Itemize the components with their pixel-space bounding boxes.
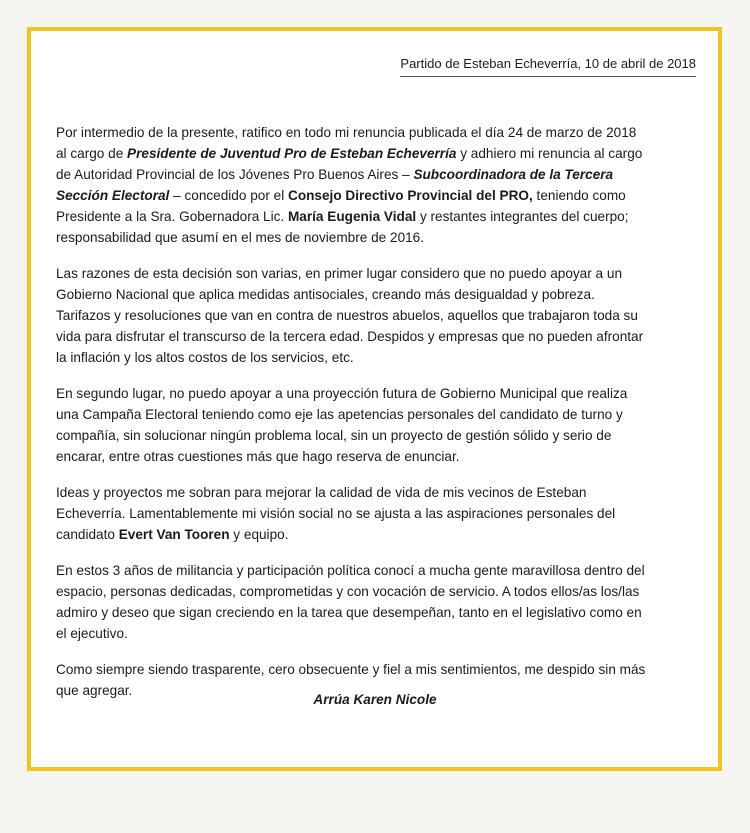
p1-text-e: – concedido por el <box>169 188 288 203</box>
p1-text-g: teniendo como Presidente a la Sra. Gobernadora Lic. <box>56 188 626 224</box>
p4-candidate-name: Evert Van Tooren <box>118 527 230 542</box>
paragraph-6: Como siempre siendo trasparente, cero obsecuente y fiel a mis sentimientos, me despido sin más que agregar. <box>56 662 646 698</box>
p4-text-a: Ideas y proyectos me sobran para mejorar la calidad de vida de mis vecinos de Esteban Echeverría. Lamentablemente mi visión social no se ajusta a las aspiraciones personales del candidato <box>56 485 616 542</box>
p1-position-title: Presidente de Juventud Pro de Esteban Echeverría <box>127 146 457 161</box>
dateline: Partido de Esteban Echeverría, 10 de abril de 2018 <box>400 56 696 77</box>
letter-body <box>56 122 646 716</box>
p1-text-a: Por intermedio de la presente, ratifico en todo mi renuncia publicada el día 24 de marzo de 2018 al cargo de <box>56 125 637 161</box>
p1-sub-position: Subcoordinadora de la Tercera Sección Electoral <box>56 167 614 203</box>
paragraph-1 <box>56 122 646 248</box>
paragraph-2: Las razones de esta decisión son varias, en primer lugar considero que no puedo apoyar a un Gobierno Nacional que aplica medidas antisociales, creando más desigualdad y pobreza. Tarifazos y resoluciones que van en contra de nuestros abuelos, aquellos que trabajaron toda su vida para disfrutar el transcurso de la tercera edad. Despidos y empresas que no pueden afrontar la inflación y los altos costos de los servicios, etc. <box>56 266 644 365</box>
p4-text-c: y equipo. <box>229 527 289 542</box>
paragraph-4 <box>56 482 646 545</box>
signature: Arrúa Karen Nicole <box>313 692 437 707</box>
p1-text-i: y restantes integrantes del cuerpo; responsabilidad que asumí en el mes de noviembre de 2016. <box>56 209 629 245</box>
paragraph-3: En segundo lugar, no puedo apoyar a una proyección futura de Gobierno Municipal que realiza una Campaña Electoral teniendo como eje las apetencias personales del candidato de turno y compañía, sin solucionar ningún problema local, sin un proyecto de gestión sólido y serio de encarar, entre otras cuestiones más que hago reserva de enunciar. <box>56 386 628 464</box>
p1-text-c: y adhiero mi renuncia al cargo de Autoridad Provincial de los Jóvenes Pro Buenos Aires – <box>56 146 643 182</box>
p1-council: Consejo Directivo Provincial del PRO, <box>288 188 533 203</box>
p1-governor-name: María Eugenia Vidal <box>287 209 417 224</box>
paragraph-5: En estos 3 años de militancia y participación política conocí a mucha gente maravillosa dentro del espacio, personas dedicadas, comprometidas y con vocación de servicio. A todos ellos/as los/las admiro y deseo que sigan creciendo en la tarea que desempeñan, tanto en el legislativo como en el ejecutivo. <box>56 563 645 641</box>
